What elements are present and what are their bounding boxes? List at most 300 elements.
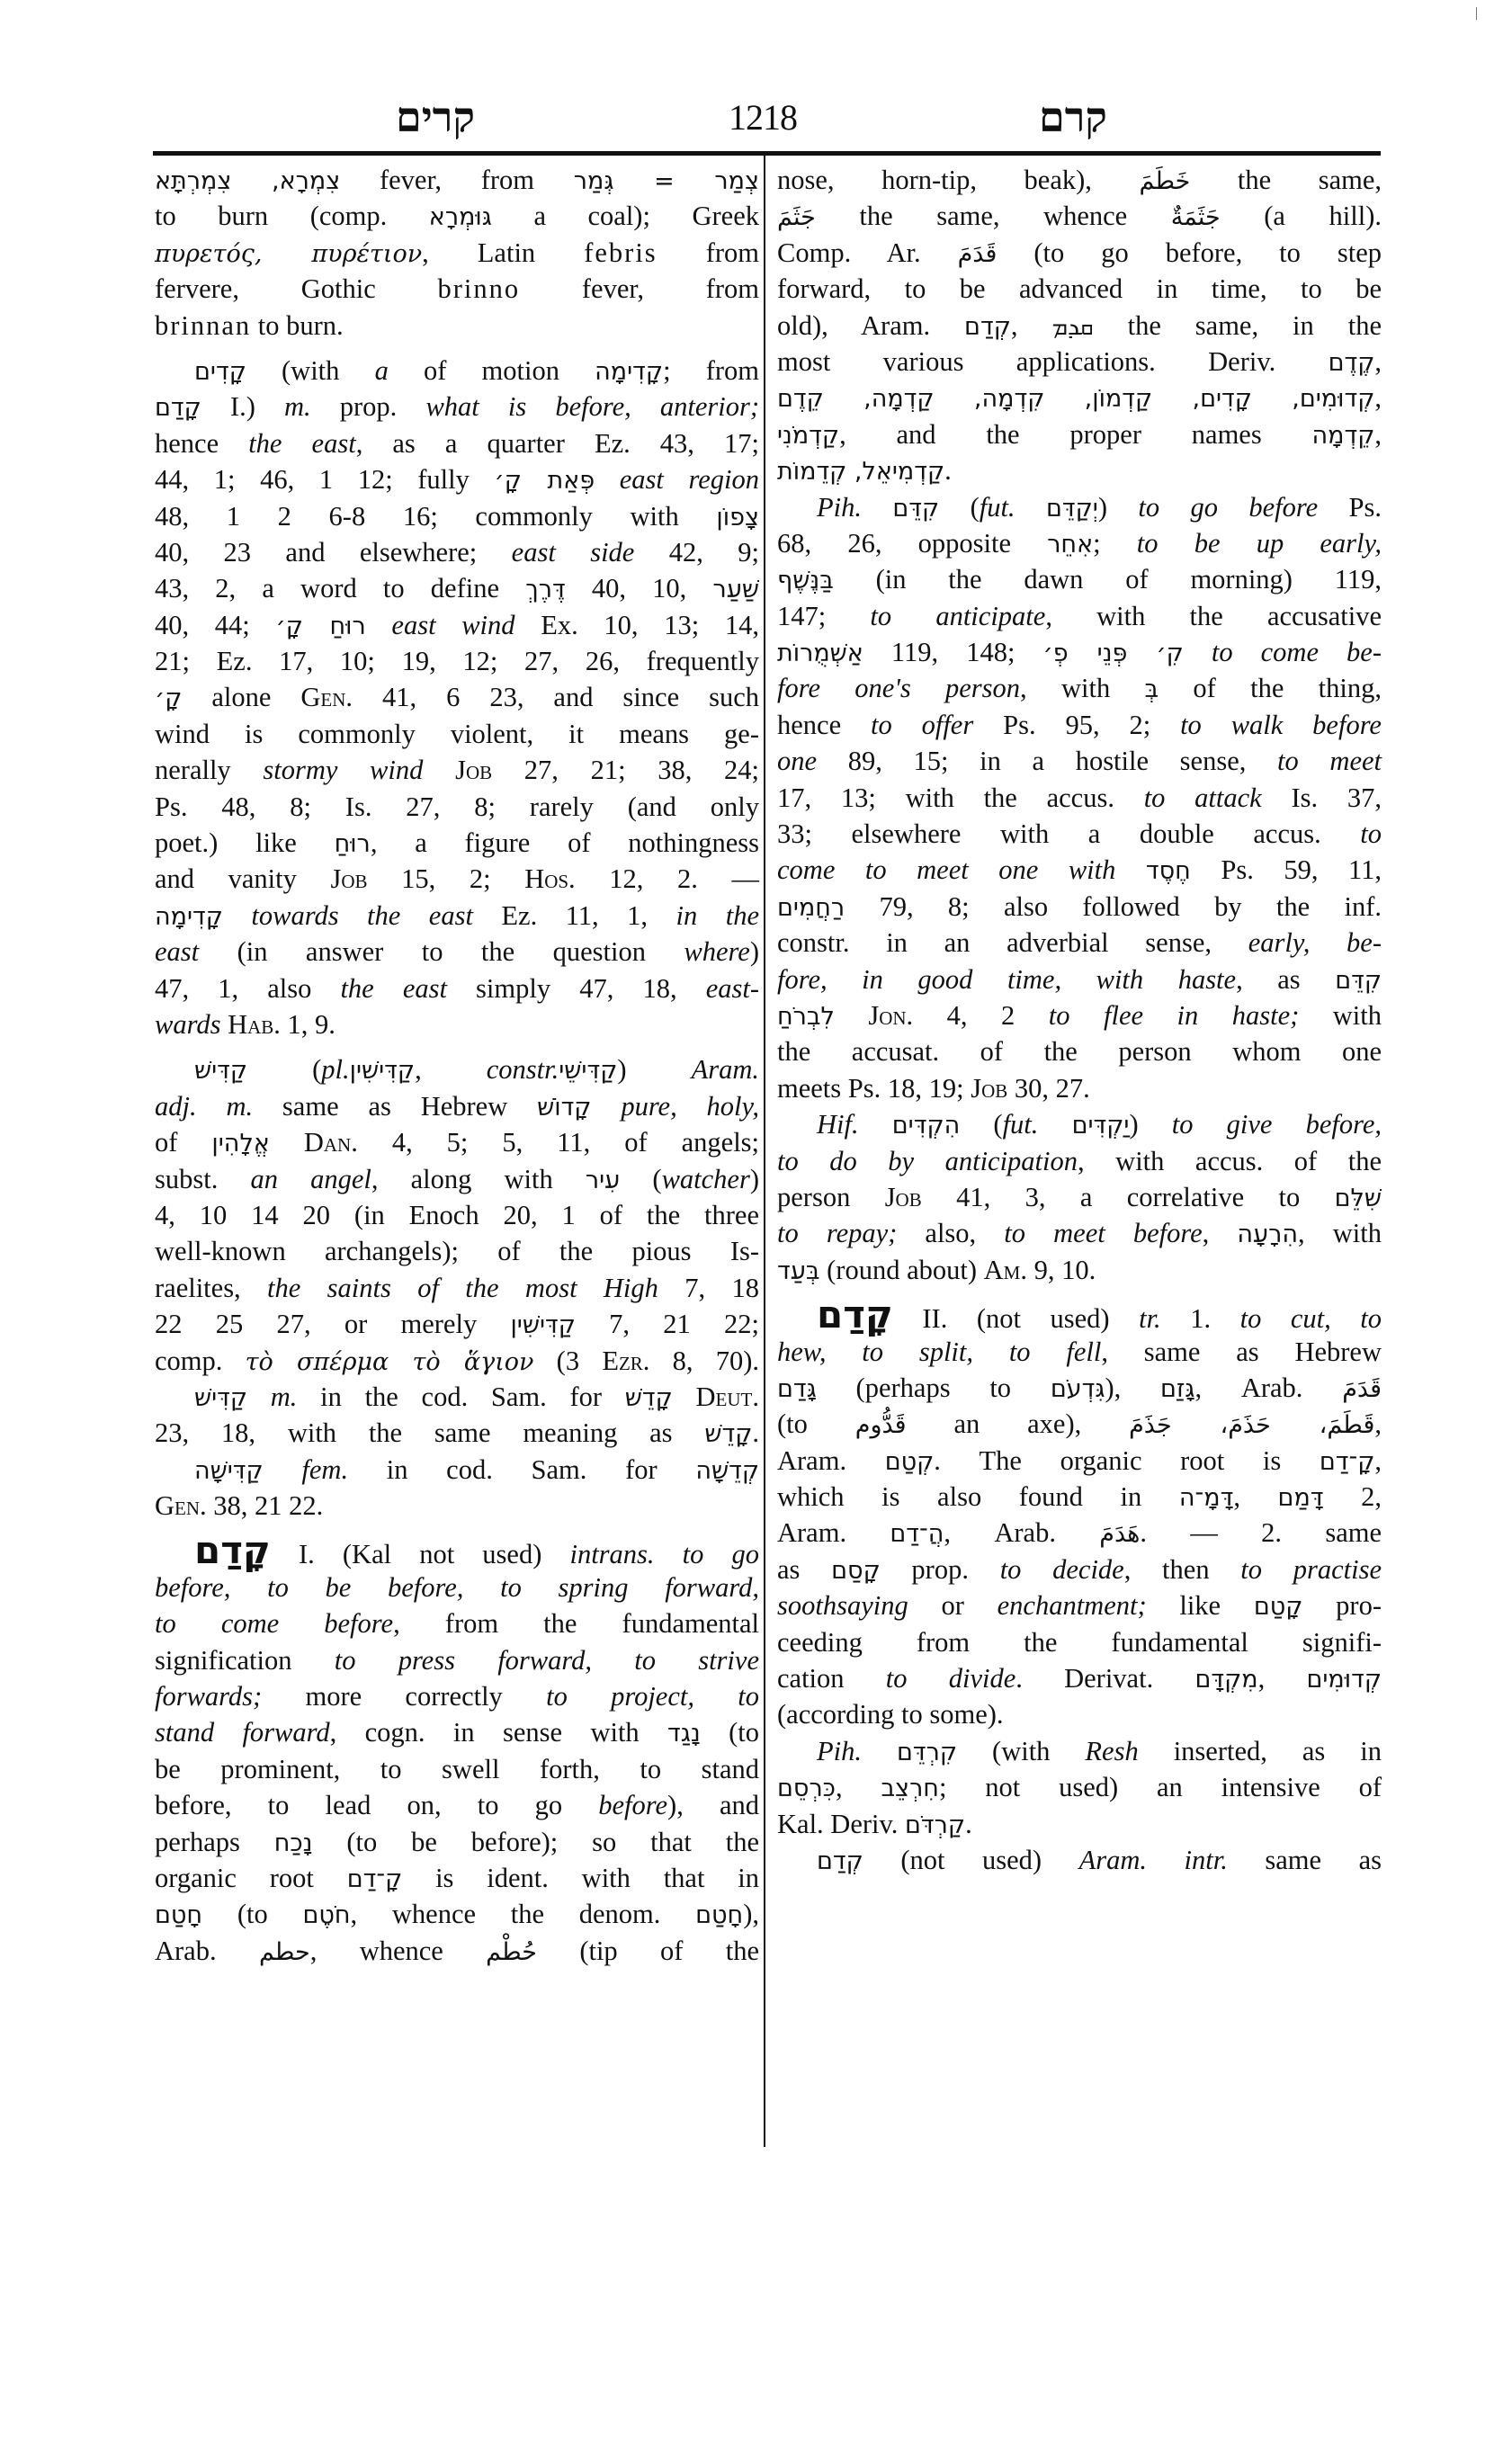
italic-run: to come before bbox=[155, 1608, 394, 1640]
italic-run: intrans. to go bbox=[569, 1539, 759, 1570]
text-run: 8, 70). bbox=[649, 1345, 759, 1376]
text-run: Comp. Ar. bbox=[777, 237, 958, 268]
hebrew-word: חִרְצֵב bbox=[881, 1775, 939, 1803]
text-run: , with the accusative bbox=[1045, 600, 1382, 631]
italic-run: fore one's person bbox=[777, 673, 1021, 704]
text-run: ), and bbox=[667, 1790, 759, 1821]
text-run: 40, 23 and elsewhere; bbox=[155, 536, 512, 568]
text-line bbox=[777, 1515, 1382, 1551]
text-run bbox=[423, 755, 455, 785]
italic-run: pure, holy, bbox=[621, 1090, 760, 1122]
text-line bbox=[155, 679, 759, 715]
text-run: ; not used) an intensive of bbox=[938, 1772, 1382, 1803]
text-run: (not used) bbox=[863, 1844, 1079, 1875]
text-run: forward, to be advanced in time, to be bbox=[777, 273, 1382, 305]
text-line bbox=[777, 1769, 1382, 1805]
text-run: ( bbox=[620, 1163, 662, 1194]
text-line bbox=[155, 1124, 759, 1160]
text-line bbox=[155, 271, 759, 307]
text-line bbox=[155, 1051, 759, 1087]
text-run: , bbox=[1374, 1444, 1382, 1476]
text-run: , bbox=[1374, 345, 1382, 377]
text-run: , then bbox=[1123, 1553, 1241, 1585]
hebrew-word: כִּרְסֵם bbox=[777, 1775, 836, 1803]
small-caps-ref: Dan. bbox=[303, 1127, 358, 1158]
hebrew-word: נָגַד bbox=[667, 1720, 701, 1748]
text-run: . bbox=[965, 1808, 972, 1839]
text-run: 4, 10 14 20 (in Enoch 20, 1 of the three bbox=[155, 1199, 759, 1230]
italic-run: to bbox=[1360, 818, 1382, 850]
text-run: meets Ps. 18, 19; bbox=[777, 1072, 971, 1104]
hebrew-word: קַדִּישָׁה bbox=[194, 1456, 264, 1485]
text-run: Ps. 48, 8; Is. 27, 8; rarely (and only bbox=[155, 791, 759, 822]
hebrew-word: קַדִּישֵׁי bbox=[559, 1057, 618, 1086]
text-run: Ps. 59, 11, bbox=[1190, 854, 1382, 886]
text-line bbox=[155, 789, 759, 825]
text-run: and vanity bbox=[155, 863, 331, 895]
italic-run: m. bbox=[270, 1381, 298, 1412]
text-run: 22 25 27, or merely bbox=[155, 1309, 511, 1340]
italic-run: forwards; bbox=[155, 1681, 263, 1712]
text-run: , same as Hebrew bbox=[1101, 1336, 1382, 1367]
text-line bbox=[777, 1443, 1382, 1479]
text-run: ) bbox=[1097, 491, 1139, 523]
text-run: 38, 21 22. bbox=[206, 1490, 324, 1522]
text-line bbox=[155, 1896, 759, 1932]
text-line bbox=[155, 861, 759, 897]
text-run: , a figure of nothingness bbox=[370, 827, 759, 859]
text-run: 2, bbox=[1323, 1481, 1382, 1513]
hebrew-word: חֶסֶד bbox=[1145, 857, 1191, 886]
text-line bbox=[777, 852, 1382, 888]
small-caps-ref: Am. bbox=[983, 1254, 1027, 1285]
text-line bbox=[155, 716, 759, 752]
hebrew-word: גִּדְעֹם bbox=[1050, 1374, 1105, 1403]
text-run: inserted, as in bbox=[1138, 1735, 1382, 1766]
italic-run: to project, to bbox=[546, 1681, 759, 1712]
hebrew-word: קַדִּישׁ bbox=[194, 1057, 248, 1086]
text-run: from bbox=[657, 237, 759, 268]
text-line bbox=[777, 344, 1382, 380]
text-run bbox=[1184, 637, 1212, 667]
text-line bbox=[155, 825, 759, 861]
text-run: the accusat. of the person whom one bbox=[777, 1036, 1382, 1068]
text-run: the same, bbox=[1190, 165, 1382, 195]
text-run: subst. bbox=[155, 1163, 251, 1194]
text-line bbox=[155, 607, 759, 643]
hebrew-word: הִרָעָה bbox=[1237, 1221, 1299, 1249]
hebrew-word: דֶּרֶךְ bbox=[525, 576, 566, 604]
text-line bbox=[155, 1161, 759, 1197]
text-run: Ps. bbox=[1318, 491, 1382, 523]
italic-run: before, to be before, to spring forward, bbox=[155, 1571, 759, 1603]
text-run: fervere, Gothic bbox=[155, 273, 438, 305]
text-run: 21; Ez. 17, 10; 19, 12; 27, 26, frequently bbox=[155, 646, 759, 677]
text-line bbox=[777, 1696, 1382, 1732]
text-run bbox=[673, 1381, 696, 1412]
arabic-word: حطم bbox=[258, 1937, 310, 1966]
text-line bbox=[155, 389, 759, 425]
spaced-word: febris bbox=[584, 237, 658, 268]
text-line bbox=[777, 1587, 1382, 1623]
text-run: , bbox=[1233, 1481, 1278, 1513]
text-line bbox=[155, 1379, 759, 1415]
hebrew-word: גּוּמְרָא bbox=[428, 203, 492, 232]
text-line bbox=[777, 1252, 1382, 1288]
text-line bbox=[155, 1860, 759, 1896]
text-line bbox=[777, 1733, 1382, 1769]
text-run: 17, 13; with the accus. bbox=[777, 782, 1144, 813]
text-line bbox=[777, 561, 1382, 597]
italic-run: where bbox=[684, 936, 750, 968]
hebrew-word: לִבְרֹחַ bbox=[777, 1002, 835, 1031]
headword: קָדַם bbox=[817, 1292, 893, 1337]
text-run: as bbox=[777, 1553, 832, 1585]
text-run: . bbox=[752, 1417, 759, 1449]
text-run: ) bbox=[749, 1163, 759, 1194]
small-caps-ref: Job bbox=[455, 755, 493, 786]
hebrew-word: קְדַם bbox=[964, 312, 1011, 341]
text-run: ( bbox=[960, 1109, 1003, 1140]
spaced-word: brinno bbox=[437, 273, 521, 305]
text-line bbox=[155, 1569, 759, 1605]
text-run: Arab. bbox=[155, 1935, 259, 1966]
text-run: , with accus. of the bbox=[1078, 1145, 1382, 1176]
text-run bbox=[270, 1127, 304, 1158]
italic-run: the east bbox=[340, 972, 447, 1004]
text-run: pro- bbox=[1302, 1590, 1382, 1622]
text-run bbox=[1015, 492, 1046, 523]
text-run: hence bbox=[155, 427, 249, 459]
hebrew-word: מִקְדָּם bbox=[1194, 1666, 1258, 1694]
text-run: in cod. Sam. for bbox=[348, 1453, 696, 1485]
italic-run: to offer bbox=[871, 709, 974, 740]
text-line bbox=[777, 925, 1382, 961]
italic-run: to repay; bbox=[777, 1218, 898, 1249]
italic-run: Pih. bbox=[817, 1735, 862, 1766]
small-caps-ref: Deut. bbox=[695, 1381, 760, 1412]
hebrew-word: צִמְרָא, צִמְרְתָּא bbox=[155, 167, 341, 195]
arabic-word: ܩܕܡ bbox=[1051, 312, 1094, 341]
text-line bbox=[777, 1406, 1382, 1442]
text-run: 27, 21; 38, 24; bbox=[492, 755, 760, 786]
italic-run: Aram. intr. bbox=[1078, 1844, 1228, 1875]
arabic-word: قَدَمَ bbox=[957, 239, 998, 268]
text-run bbox=[247, 1381, 271, 1412]
text-line bbox=[777, 1143, 1382, 1179]
small-caps-ref: Gen. bbox=[155, 1490, 207, 1522]
text-run: (in the dawn of morning) 119, bbox=[833, 564, 1382, 595]
hebrew-word: הֲ־דַם bbox=[890, 1520, 944, 1549]
text-run: 43, 2, a word to define bbox=[155, 573, 526, 604]
text-run bbox=[862, 1736, 897, 1766]
text-run: signification bbox=[155, 1644, 335, 1676]
hebrew-word: קֵדְמָה bbox=[1311, 421, 1375, 450]
italic-run: fore, in good time, with haste bbox=[777, 963, 1237, 995]
text-run: (round about) bbox=[819, 1254, 984, 1285]
text-line bbox=[155, 198, 759, 234]
text-run: old), Aram. bbox=[777, 309, 965, 341]
italic-run: to practise bbox=[1240, 1553, 1382, 1585]
hebrew-word: קַרְדֹּם bbox=[905, 1811, 966, 1839]
italic-run: hew, to split, to fell bbox=[777, 1336, 1102, 1367]
text-run: 1. bbox=[1160, 1303, 1240, 1335]
arabic-word: قَطَمَ، حَذَمَ، جَذَمَ bbox=[1129, 1411, 1375, 1440]
text-line bbox=[155, 235, 759, 271]
text-run: to burn (comp. bbox=[155, 201, 429, 232]
text-run: 23, 18, with the same meaning as bbox=[155, 1417, 705, 1449]
text-run: perhaps bbox=[155, 1826, 274, 1857]
text-run: , bbox=[1374, 1408, 1382, 1440]
text-run: organic root bbox=[155, 1862, 347, 1893]
text-run: 48, 1 2 6-8 16; commonly with bbox=[155, 500, 717, 532]
hebrew-word: קַדְמֹנִי bbox=[777, 421, 840, 450]
text-run: of bbox=[155, 1127, 212, 1158]
arabic-word: قَدُّوم bbox=[854, 1411, 907, 1440]
italic-run: to come be- bbox=[1211, 637, 1382, 668]
column-divider bbox=[764, 155, 765, 2147]
text-run: (to bbox=[777, 1408, 855, 1440]
text-line bbox=[777, 1842, 1382, 1878]
hebrew-word: קִרְדֵּם bbox=[896, 1738, 958, 1766]
text-run: 42, 9; bbox=[634, 536, 759, 568]
text-run: is ident. with that in bbox=[402, 1862, 759, 1893]
italic-run: east bbox=[155, 936, 200, 968]
text-line bbox=[155, 1088, 759, 1124]
hebrew-word: קָ־דַם bbox=[346, 1864, 403, 1893]
text-run: before, to lead on, to go bbox=[155, 1790, 599, 1821]
text-run: 147; bbox=[777, 600, 871, 631]
hebrew-word: גָּזַם bbox=[1160, 1374, 1195, 1403]
italic-run: east region bbox=[619, 464, 759, 496]
hebrew-word: רוּחַ קָ׳ bbox=[275, 612, 366, 640]
text-line bbox=[777, 1215, 1382, 1251]
text-line bbox=[777, 380, 1382, 416]
text-line bbox=[777, 1292, 1382, 1337]
italic-run: to anticipate bbox=[870, 600, 1046, 631]
text-run: (tip of the bbox=[536, 1935, 759, 1966]
text-run: Is. 37, bbox=[1261, 782, 1382, 813]
text-run: ), bbox=[743, 1899, 759, 1930]
text-line bbox=[155, 1751, 759, 1787]
text-run: same as Hebrew bbox=[253, 1090, 538, 1122]
hebrew-word: יְקַדֵּם bbox=[1045, 494, 1098, 523]
text-line bbox=[155, 1233, 759, 1269]
text-run: 68, 26, opposite bbox=[777, 527, 1048, 559]
italic-run: to meet before bbox=[1004, 1218, 1203, 1249]
text-run: with bbox=[1299, 999, 1382, 1031]
text-run: (3 bbox=[533, 1345, 603, 1376]
text-line bbox=[777, 452, 1382, 488]
text-line bbox=[777, 707, 1382, 743]
text-run bbox=[1038, 1109, 1071, 1140]
text-line bbox=[155, 425, 759, 461]
hebrew-word: אִחֵר bbox=[1047, 530, 1094, 559]
italic-run: Pih. bbox=[817, 491, 862, 523]
text-run: (to bbox=[202, 1899, 303, 1930]
text-line bbox=[155, 1714, 759, 1750]
header-rule bbox=[153, 151, 1381, 156]
text-run: 33; elsewhere with a double accus. bbox=[777, 818, 1361, 850]
text-run: 47, 1, also bbox=[155, 972, 341, 1004]
text-run: (in answer to the question bbox=[199, 936, 684, 968]
text-line bbox=[777, 1660, 1382, 1696]
text-run: , Arab. bbox=[944, 1517, 1100, 1549]
text-run: , bbox=[1374, 418, 1382, 450]
text-run: ) bbox=[617, 1054, 692, 1086]
running-head-right: קרם bbox=[1039, 93, 1107, 141]
arabic-word: جَثَمَ bbox=[777, 203, 816, 232]
hebrew-word: שַׁעַר bbox=[712, 576, 760, 604]
hebrew-word: חָטַם bbox=[155, 1901, 203, 1930]
text-run: same as bbox=[1227, 1844, 1382, 1875]
hebrew-word: אַשְׁמֻרוֹת bbox=[777, 639, 863, 668]
text-run: Kal. Deriv. bbox=[777, 1808, 906, 1839]
hebrew-word: קַדִּישִׁין bbox=[510, 1311, 576, 1340]
text-run: , and the proper names bbox=[839, 418, 1312, 450]
italic-run: fut. bbox=[979, 491, 1015, 523]
italic-run: east side bbox=[511, 536, 635, 568]
text-run: or bbox=[908, 1590, 998, 1622]
italic-run: towards the east bbox=[251, 899, 473, 931]
italic-run: Hif. bbox=[817, 1109, 859, 1140]
hebrew-word: גָּדַם bbox=[777, 1374, 817, 1403]
text-run: , cogn. in sense with bbox=[329, 1717, 668, 1748]
hebrew-word: קַדִּישׁ bbox=[194, 1383, 248, 1412]
text-run: . The organic root is bbox=[934, 1444, 1320, 1476]
italic-run: fut. bbox=[1002, 1109, 1039, 1140]
text-run: to burn. bbox=[251, 309, 344, 341]
hebrew-word: שִׁלֵּם bbox=[1334, 1184, 1382, 1212]
hebrew-word: קָדִימָה bbox=[155, 902, 223, 931]
hebrew-word: הִקְדִּים bbox=[891, 1112, 961, 1140]
italic-run: to go before bbox=[1138, 491, 1319, 523]
text-run: most various applications. Deriv. bbox=[777, 345, 1329, 377]
text-run bbox=[223, 900, 251, 931]
hebrew-word: רוּחַ bbox=[334, 830, 371, 859]
text-line bbox=[155, 1306, 759, 1342]
text-run: fever, from bbox=[340, 165, 574, 195]
text-line bbox=[155, 1642, 759, 1678]
italic-run: m. bbox=[284, 391, 311, 423]
text-run: which is also found in bbox=[777, 1481, 1179, 1513]
italic-run: come to meet one with bbox=[777, 854, 1116, 886]
small-caps-ref: Job bbox=[971, 1072, 1008, 1104]
text-line bbox=[777, 489, 1382, 525]
text-run: , as bbox=[1236, 963, 1336, 995]
text-run: Aram. bbox=[777, 1444, 885, 1476]
text-line bbox=[155, 970, 759, 1006]
hebrew-word: דָּמַם bbox=[1277, 1484, 1324, 1513]
hebrew-word: בַּנֶּשֶׁף bbox=[777, 567, 834, 595]
small-caps-ref: Gen. bbox=[300, 682, 353, 713]
text-line bbox=[777, 1624, 1382, 1660]
text-line bbox=[777, 1479, 1382, 1515]
text-run: , bbox=[835, 1772, 881, 1803]
text-line bbox=[777, 889, 1382, 925]
text-run: 40, 10, bbox=[565, 573, 713, 604]
text-run: , Latin bbox=[422, 237, 585, 268]
italic-run: to be up early, bbox=[1136, 527, 1382, 559]
text-run bbox=[264, 1454, 302, 1485]
text-run: wind is commonly violent, it means ge- bbox=[155, 718, 759, 749]
italic-run: in the bbox=[675, 899, 759, 931]
text-run: prop. bbox=[310, 391, 426, 423]
text-line bbox=[155, 1824, 759, 1860]
text-run: alone bbox=[182, 682, 301, 713]
italic-run: enchantment; bbox=[997, 1590, 1147, 1622]
text-run bbox=[220, 1009, 228, 1040]
text-run: , bbox=[1202, 1218, 1238, 1249]
text-line bbox=[155, 1488, 759, 1524]
hebrew-word: קָדִים bbox=[194, 357, 246, 386]
text-line bbox=[155, 1343, 759, 1379]
hebrew-word: קָ׳ bbox=[155, 684, 183, 713]
text-run: I.) bbox=[201, 391, 284, 423]
text-run: constr. in an adverbial sense, bbox=[777, 927, 1248, 959]
text-run bbox=[862, 492, 892, 523]
text-run: poet.) like bbox=[155, 827, 335, 859]
italic-run: stand forward bbox=[155, 1717, 330, 1748]
text-run: 1, 9. bbox=[280, 1008, 336, 1040]
text-line bbox=[777, 416, 1382, 452]
small-caps-ref: Hab. bbox=[228, 1008, 281, 1040]
text-run: simply 47, 18, bbox=[446, 972, 706, 1004]
text-line bbox=[777, 525, 1382, 561]
italic-run: a bbox=[374, 354, 389, 386]
text-line bbox=[155, 1787, 759, 1823]
page-number: 1218 bbox=[729, 97, 797, 138]
hebrew-word: קָדֵשׁ bbox=[624, 1383, 673, 1412]
text-run: , Arab. bbox=[1194, 1372, 1343, 1403]
text-line bbox=[777, 1070, 1382, 1106]
italic-run: stormy wind bbox=[263, 755, 424, 786]
text-run: . Derivat. bbox=[1015, 1663, 1195, 1694]
text-run: , with bbox=[1298, 1218, 1382, 1249]
text-run: (perhaps to bbox=[816, 1372, 1051, 1403]
text-run: hence bbox=[777, 709, 871, 740]
hebrew-word: קְדַם bbox=[817, 1846, 863, 1875]
text-line bbox=[777, 308, 1382, 344]
italic-run: what is before, anterior; bbox=[425, 391, 759, 423]
text-run: (to go before, to step bbox=[997, 237, 1382, 268]
text-run: , bbox=[1010, 309, 1052, 341]
hebrew-word: צָפוֹן bbox=[716, 503, 759, 532]
text-run: , with bbox=[1020, 673, 1145, 704]
hebrew-word: קַדִּישִׁין bbox=[349, 1057, 416, 1086]
text-run: 7, 21 22; bbox=[575, 1309, 759, 1340]
text-line bbox=[155, 1197, 759, 1233]
hebrew-word: קָדוֹשׁ bbox=[537, 1093, 592, 1122]
text-run: , as a quarter Ez. 43, 17; bbox=[355, 427, 759, 459]
text-run: cation bbox=[777, 1663, 886, 1694]
italic-run: to give before, bbox=[1171, 1109, 1382, 1140]
text-run: (a hill). bbox=[1220, 201, 1382, 232]
text-line bbox=[777, 598, 1382, 634]
text-line bbox=[777, 961, 1382, 997]
hebrew-word: קְדוּמִים bbox=[1306, 1666, 1382, 1694]
text-line bbox=[777, 1033, 1382, 1069]
text-line bbox=[155, 1605, 759, 1641]
hebrew-word: קְדוּמִים, קָדִים, קַדְמוֹן, קִדְמָה, קַדְמָה, קֵדֶם bbox=[777, 385, 1375, 414]
text-run: I. (Kal not used) bbox=[270, 1539, 570, 1570]
text-run: , along with bbox=[371, 1163, 586, 1194]
text-run: ( bbox=[939, 491, 980, 523]
italic-run: east- bbox=[705, 972, 759, 1004]
text-run: 15, 2; bbox=[367, 863, 525, 895]
text-run: II. (not used) bbox=[892, 1303, 1140, 1335]
italic-run: to do by anticipation bbox=[777, 1145, 1078, 1176]
